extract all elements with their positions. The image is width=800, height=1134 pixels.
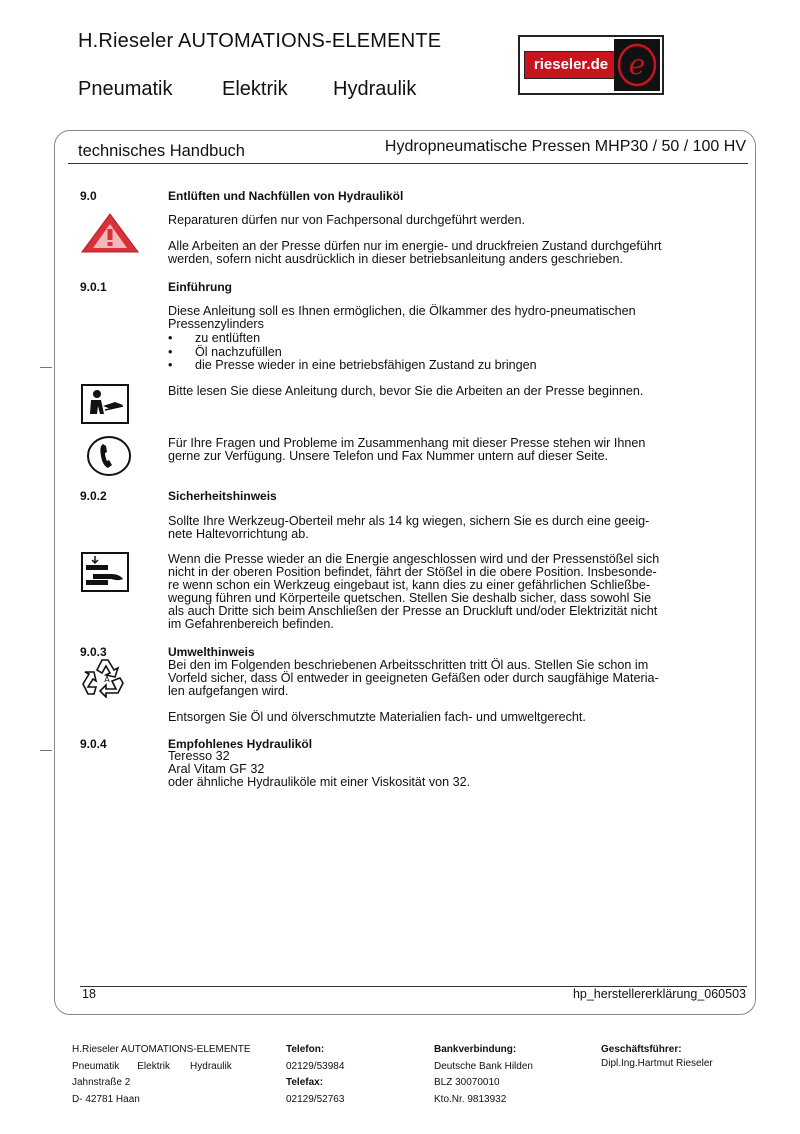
bank-blz: BLZ 30070010 (434, 1077, 500, 1088)
ceo-name: Dipl.Ing.Hartmut Rieseler (601, 1057, 713, 1069)
paragraph-line: Pressenzylinders (168, 317, 264, 331)
bank-label: Bankverbindung: (434, 1044, 517, 1055)
division-pneumatik: Pneumatik (78, 78, 173, 100)
ceo-label: Geschäftsführer: (601, 1044, 682, 1055)
oil-item: Teresso 32 (168, 749, 230, 763)
bank-account: Kto.Nr. 9813932 (434, 1093, 507, 1105)
paragraph-line: len aufgefangen wird. (168, 684, 289, 698)
section-number: 9.0.4 (80, 737, 107, 751)
footer-management (601, 1042, 713, 1072)
paragraph-line: re wenn schon ein Werkzeug eingebaut ist, kann dies zu einer gefährlichen Schließbe- (168, 578, 651, 592)
paragraph-line: werden, sofern nicht ausdrücklich in dieser betriebsanleitung anders geschrieben. (168, 252, 624, 266)
section-title: Empfohlenes Hydrauliköl (168, 737, 313, 751)
paragraph-line: nicht in der oberen Position befindet, fährt der Stößel in die obere Position. Insbesonde- (168, 565, 657, 579)
paragraph-line: als auch Dritte sich beim Anschließen der Presse an Druckluft und/oder Elektrizität nicht (168, 604, 658, 618)
section-title: Entlüften und Nachfüllen von Hydrauliköl (168, 189, 404, 203)
company-logo (518, 35, 664, 95)
phone-number: 02129/53984 (286, 1060, 345, 1072)
fax-label: Telefax: (286, 1077, 324, 1088)
footer-divisions: Pneumatik Elektrik Hydraulik (72, 1060, 232, 1072)
footer-address (72, 1042, 251, 1108)
bank-name: Deutsche Bank Hilden (434, 1060, 533, 1072)
phone-label: Telefon: (286, 1044, 325, 1055)
section-number: 9.0 (80, 189, 97, 203)
header-rule (68, 163, 748, 164)
margin-mark (40, 367, 52, 368)
oil-item: Aral Vitam GF 32 (168, 762, 265, 776)
section-title: Sicherheitshinweis (168, 489, 277, 503)
section-title: Umwelthinweis (168, 645, 255, 659)
paragraph: Bitte lesen Sie diese Anleitung durch, bevor Sie die Arbeiten an der Presse beginnen. (168, 384, 644, 398)
margin-mark (40, 750, 52, 751)
paragraph: Entsorgen Sie Öl und ölverschmutzte Materialien fach- und umweltgerecht. (168, 710, 586, 724)
document-id: hp_herstellererklärung_060503 (572, 987, 746, 1001)
paragraph-line: im Gefahrenbereich befinden. (168, 617, 334, 631)
footer-city: D- 42781 Haan (72, 1093, 140, 1105)
section-number: 9.0.1 (80, 280, 107, 294)
paragraph-line: Vorfeld sicher, dass Öl entweder in geeigneten Gefäßen oder durch saugfähige Materia- (168, 671, 659, 685)
crush-hazard-icon (81, 552, 129, 597)
paragraph-line: gerne zur Verfügung. Unsere Telefon und Fax Nummer untern auf dieser Seite. (168, 449, 609, 463)
paragraph-line: Bei den im Folgenden beschriebenen Arbeitsschritten tritt Öl aus. Stellen Sie schon im (168, 658, 649, 672)
page-number: 18 (82, 987, 96, 1001)
section-title: Einführung (168, 280, 232, 294)
section-number: 9.0.2 (80, 489, 107, 503)
logo-text: rieseler.de (524, 51, 618, 79)
paragraph: Reparaturen dürfen nur von Fachpersonal durchgeführt werden. (168, 213, 526, 227)
list-item: • Öl nachzufüllen (168, 345, 282, 359)
paragraph-line: Diese Anleitung soll es Ihnen ermöglichen, die Ölkammer des hydro-pneumatischen (168, 304, 636, 318)
telephone-icon (85, 435, 133, 482)
footer-contact (286, 1042, 344, 1108)
svg-text:A: A (104, 675, 110, 684)
logo-glyph: e (628, 48, 646, 81)
footer-bank (434, 1042, 533, 1108)
company-name: H.Rieseler AUTOMATIONS-ELEMENTE (78, 30, 442, 52)
paragraph-line: wegung führen und Körperteile quetschen. Stellen Sie deshalb sicher, dass sowohl Sie (168, 591, 652, 605)
footer-company: H.Rieseler AUTOMATIONS-ELEMENTE (72, 1044, 251, 1055)
logo-emblem (614, 39, 660, 91)
header-subtitle: Hydropneumatische Pressen MHP30 / 50 / 100 HV (384, 138, 746, 155)
footer-street: Jahnstraße 2 (72, 1077, 131, 1088)
division-hydraulik: Hydraulik (333, 78, 417, 100)
section-number: 9.0.3 (80, 645, 107, 659)
division-elektrik: Elektrik (222, 78, 288, 100)
paragraph-line: Sollte Ihre Werkzeug-Oberteil mehr als 14 kg wiegen, sichern Sie es durch eine geeig- (168, 514, 650, 528)
list-item: • die Presse wieder in eine betriebsfähigen Zustand zu bringen (168, 358, 537, 372)
header-title: technisches Handbuch (78, 142, 245, 160)
warning-triangle-icon (80, 212, 140, 259)
paragraph-line: Für Ihre Fragen und Probleme im Zusammenhang mit dieser Presse stehen wir Ihnen (168, 436, 646, 450)
paragraph-line: nete Haltevorrichtung ab. (168, 527, 309, 541)
oil-item: oder ähnliche Hydrauliköle mit einer Viskosität von 32. (168, 775, 471, 789)
read-manual-icon (81, 384, 129, 429)
fax-number: 02129/52763 (286, 1093, 345, 1105)
list-item: • zu entlüften (168, 331, 261, 345)
paragraph-line: Alle Arbeiten an der Presse dürfen nur im energie- und druckfreien Zustand durchgeführt (168, 239, 662, 253)
recycle-icon (80, 656, 134, 703)
paragraph-line: Wenn die Presse wieder an die Energie angeschlossen wird und der Pressenstößel sich (168, 552, 660, 566)
